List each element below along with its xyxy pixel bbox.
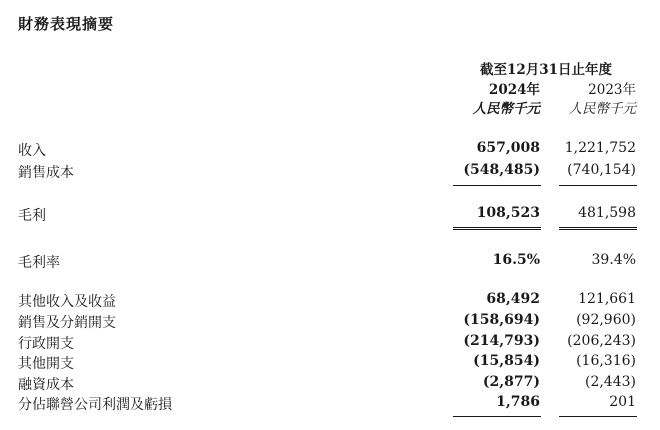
value-2023: (740,154): [567, 162, 636, 178]
value-2024: 1,786: [496, 394, 540, 410]
table-row: [0, 394, 660, 414]
table-row: [0, 140, 660, 160]
row-label: 融資成本: [18, 377, 74, 393]
table-row: [0, 333, 660, 353]
year-2023-header: 2023年: [588, 82, 636, 98]
row-label: 收入: [18, 143, 46, 159]
row-label: 分佔聯營公司利潤及虧損: [18, 397, 172, 413]
value-2023: 1,221,752: [564, 140, 636, 156]
value-2024: (214,793): [463, 333, 540, 349]
value-2023: (92,960): [576, 312, 636, 328]
rule: [453, 185, 541, 186]
value-2024: 108,523: [476, 205, 540, 221]
row-label: 毛利率: [18, 255, 60, 271]
value-2024: (158,694): [463, 312, 540, 328]
value-2024: 16.5%: [492, 252, 540, 268]
row-label: 毛利: [18, 208, 46, 224]
value-2023: 481,598: [578, 205, 636, 221]
value-2024: 657,008: [476, 140, 540, 156]
table-row: [0, 353, 660, 373]
row-label: 銷售成本: [18, 165, 74, 181]
value-2023: (206,243): [567, 333, 636, 349]
value-2023: (2,443): [584, 374, 636, 390]
value-2024: (548,485): [463, 162, 540, 178]
rule: [559, 185, 637, 186]
value-2024: (2,877): [482, 374, 540, 390]
period-header: 截至12月31日止年度: [479, 62, 613, 78]
row-label: 其他開支: [18, 356, 74, 372]
row-label: 行政開支: [18, 336, 74, 352]
row-label: 銷售及分銷開支: [18, 315, 116, 331]
table-row: [0, 374, 660, 394]
row-label: 其他收入及收益: [18, 294, 116, 310]
value-2023: 39.4%: [591, 252, 636, 268]
rule: [453, 416, 541, 417]
double-rule: [559, 227, 637, 230]
year-2024-header: 2024年: [488, 82, 540, 98]
value-2024: (15,854): [473, 353, 540, 369]
unit-2024-header: 人民幣千元: [472, 101, 540, 117]
value-2024: 68,492: [486, 291, 540, 307]
value-2023: 201: [609, 394, 636, 410]
page-title: 財務表現摘要: [18, 15, 115, 33]
table-row: [0, 252, 660, 272]
table-row: [0, 205, 660, 225]
table-row: [0, 291, 660, 311]
unit-2023-header: 人民幣千元: [568, 101, 636, 117]
value-2023: (16,316): [576, 353, 636, 369]
table-row: [0, 312, 660, 332]
rule: [559, 416, 637, 417]
value-2023: 121,661: [578, 291, 636, 307]
table-row: [0, 162, 660, 182]
double-rule: [453, 227, 541, 230]
